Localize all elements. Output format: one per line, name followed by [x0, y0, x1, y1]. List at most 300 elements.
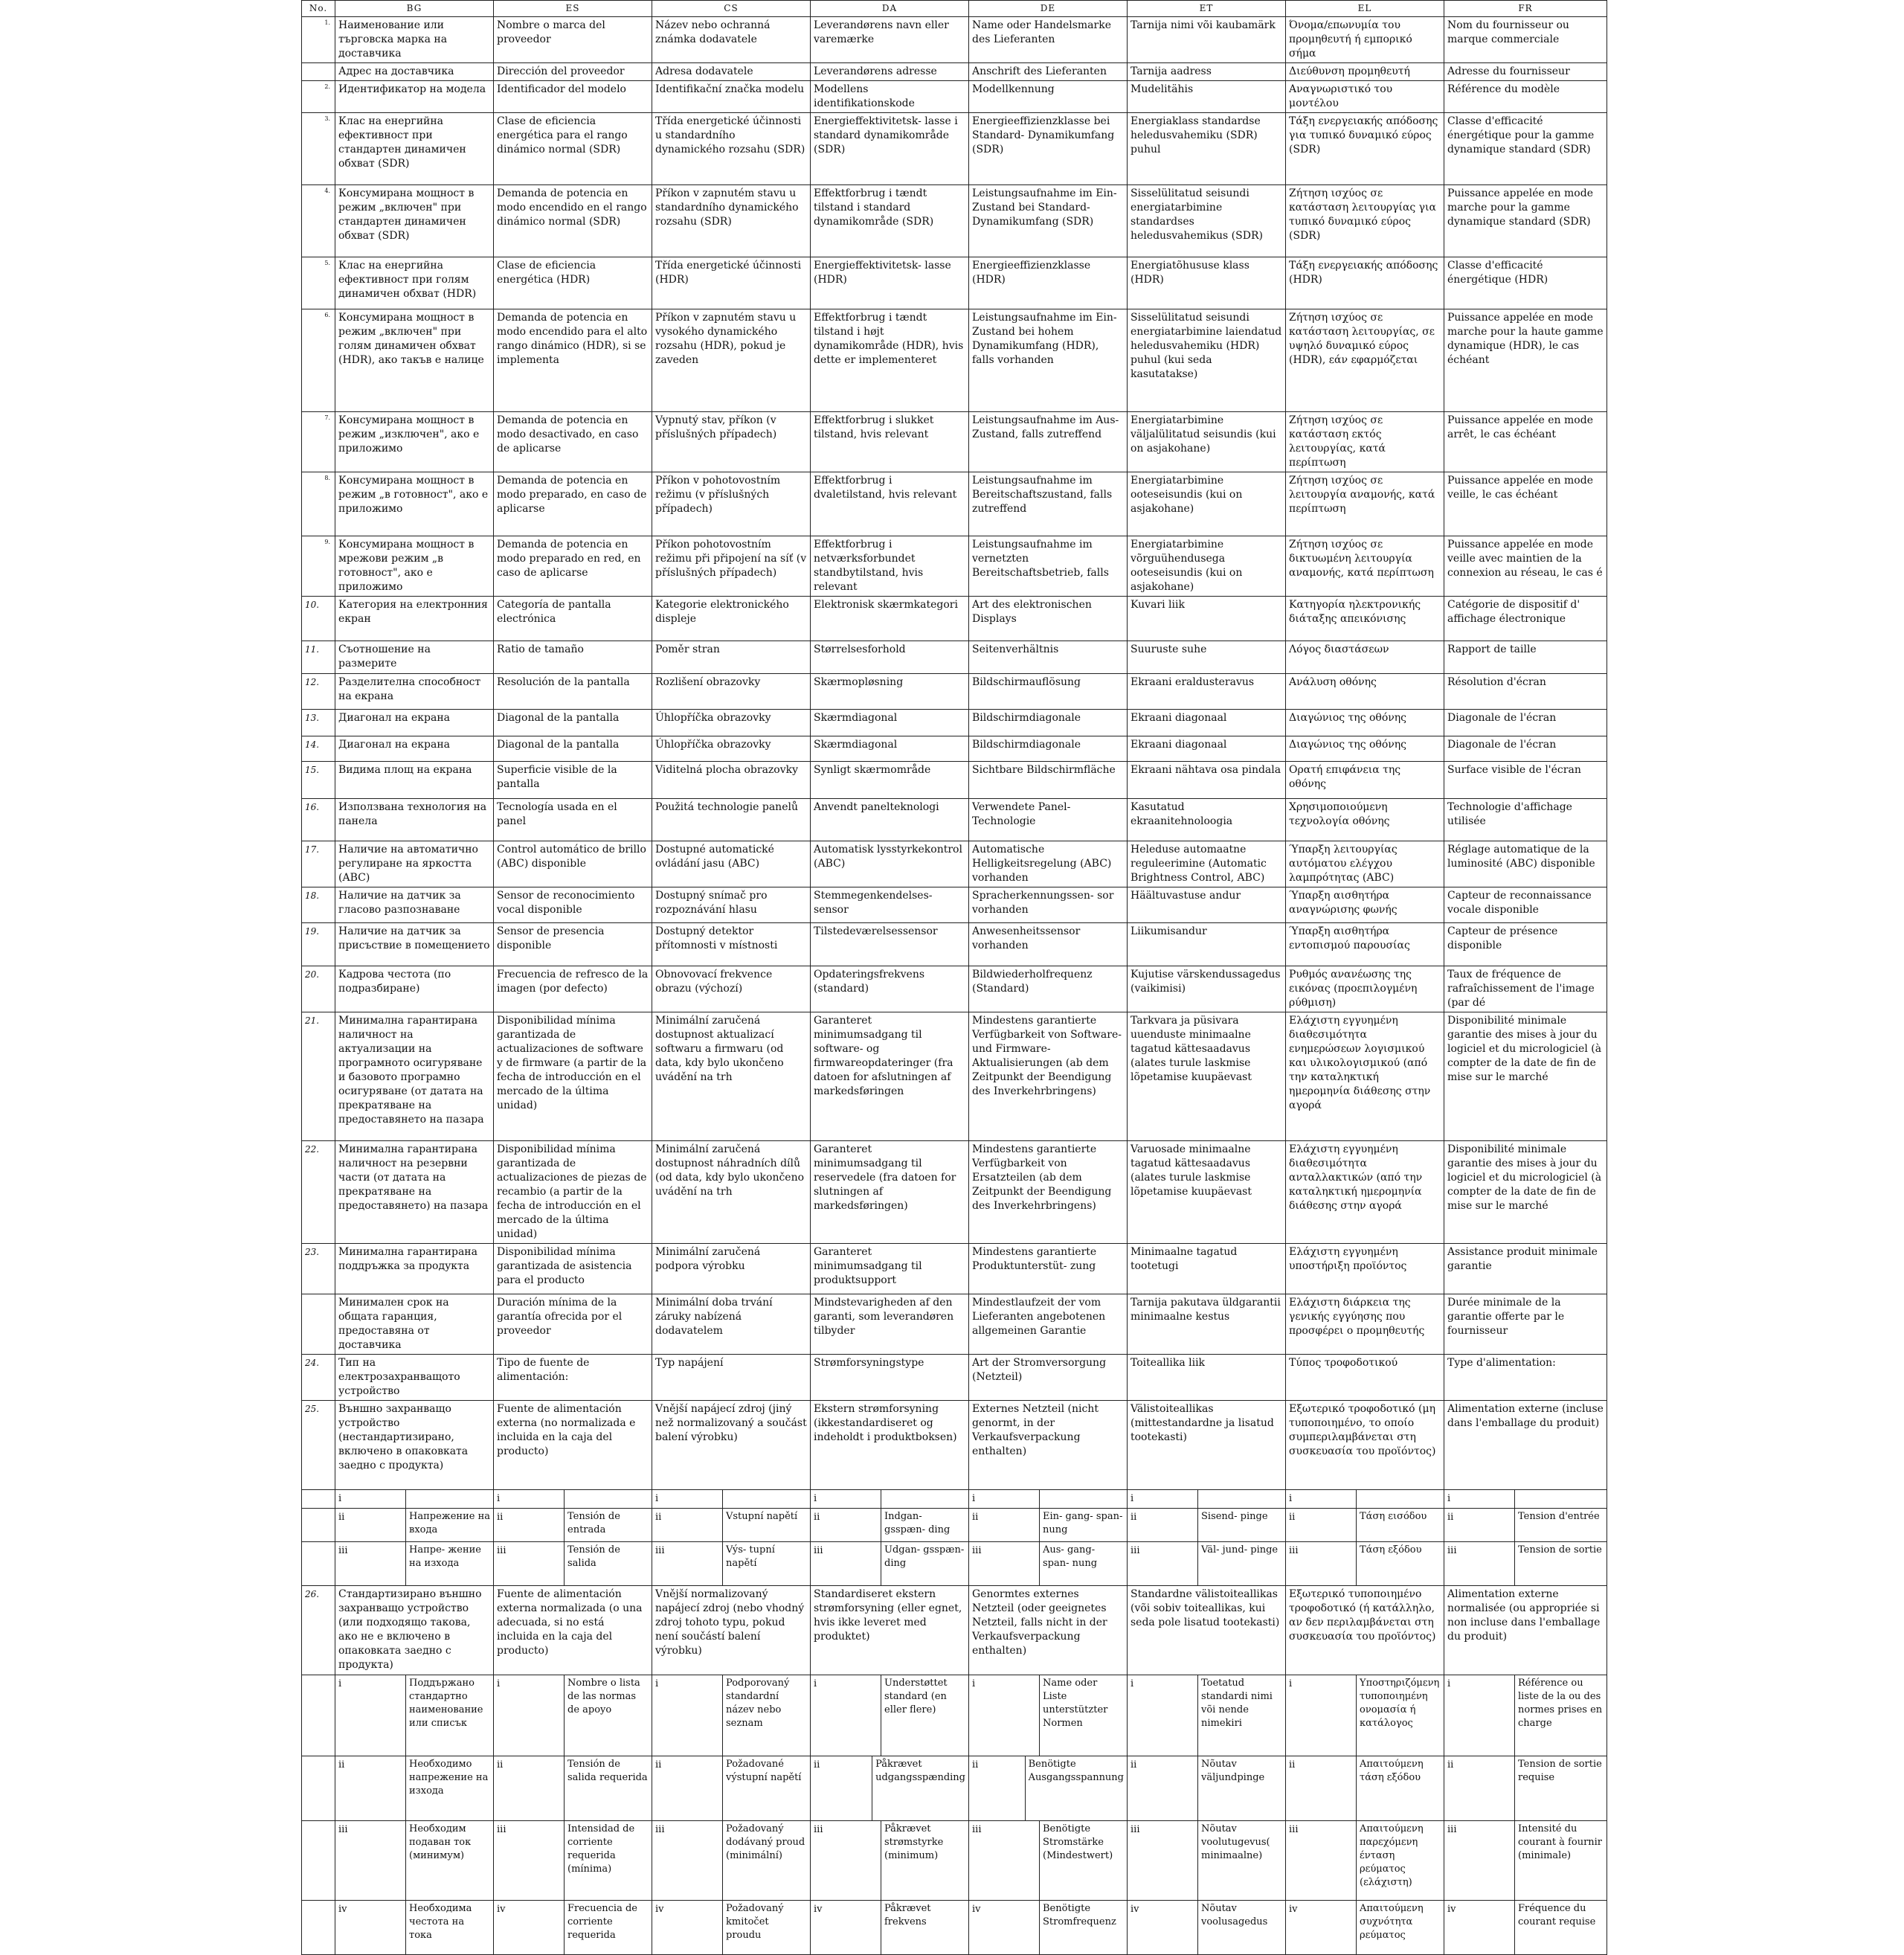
- cell-et: Mudelitähis: [1128, 81, 1286, 113]
- cell-de: Mindestens garantierte Verfügbarkeit von Ersatzteilen (ab dem Zeitpunkt der Beendigung des Inverkehrbringens): [969, 1141, 1128, 1244]
- cell-de: Art der Stromversorgung (Netzteil): [969, 1355, 1128, 1401]
- cell-bg: Клас на енергийна ефективност при стандартен динамичен обхват (SDR): [335, 113, 494, 185]
- sub-label: Toetatud standardi nimi või nende nimekiri: [1197, 1675, 1285, 1756]
- cell-de: Spracherkennungssen- sor vorhanden: [969, 887, 1128, 923]
- cell-fr: Durée minimale de la garantie offerte par le fournisseur: [1444, 1294, 1607, 1355]
- row-number: 1.: [302, 17, 335, 63]
- roman-numeral: iv: [814, 1904, 823, 1915]
- row-number: [302, 1294, 335, 1355]
- cell-fr: Taux de fréquence de rafraîchissement de l'image (par dé: [1444, 966, 1607, 1012]
- cell-de: Genormtes externes Netzteil (oder geeignetes Netzteil, falls nicht in der Verkaufsverpackung enthalten): [969, 1586, 1128, 1675]
- cell-cs: Dostupný detektor přítomnosti v místnosti: [652, 923, 811, 966]
- cell-de: Bildschirmdiagonale: [969, 736, 1128, 762]
- sub-row: [302, 1490, 1607, 1509]
- subcell-el: [1286, 1675, 1444, 1756]
- cell-et: Minimaalne tagatud tootetugi: [1128, 1244, 1286, 1294]
- subcell-cs: [652, 1821, 811, 1901]
- roman-numeral: ii: [655, 1759, 662, 1771]
- cell-et: Heleduse automaatne reguleerimine (Automatic Brightness Control, ABC): [1128, 841, 1286, 887]
- roman-numeral: i: [814, 1493, 817, 1504]
- cell-de: Energieeffizienzklasse bei Standard- Dynamikumfang (SDR): [969, 113, 1128, 185]
- cell-el: Ορατή επιφάνεια της οθόνης: [1286, 762, 1444, 799]
- cell-el: Ελάχιστη εγγυημένη υποστήριξη προϊόντος: [1286, 1244, 1444, 1294]
- subcell-fr: [1444, 1675, 1607, 1756]
- cell-fr: Puissance appelée en mode veille avec maintien de la connexion au réseau, le cas é: [1444, 536, 1607, 597]
- row-number: 21.: [302, 1012, 335, 1141]
- cell-et: Ekraani diagonaal: [1128, 736, 1286, 762]
- row-number: 6.: [302, 309, 335, 412]
- cell-da: Anvendt panelteknologi: [811, 799, 969, 841]
- table-row: [302, 966, 1607, 1012]
- cell-fr: Capteur de présence disponible: [1444, 923, 1607, 966]
- cell-el: Τύπος τροφοδοτικού: [1286, 1355, 1444, 1401]
- cell-el: Ύπαρξη αισθητήρα αναγνώρισης φωνής: [1286, 887, 1444, 923]
- row-number: 2.: [302, 81, 335, 113]
- sub-label: [1514, 1490, 1606, 1508]
- cell-bg: Консумирана мощност в режим „в готовност", ако е приложимо: [335, 472, 494, 536]
- header-lang-de: DE: [969, 1, 1128, 17]
- cell-et: Sisselülitatud seisundi energiatarbimine laiendatud heledusvahemiku (HDR) puhul (kui seda kasutatakse): [1128, 309, 1286, 412]
- row-number-empty: [302, 1490, 335, 1509]
- row-number: 16.: [302, 799, 335, 841]
- cell-es: Tecnología usada en el panel: [494, 799, 652, 841]
- cell-fr: Puissance appelée en mode marche pour la haute gamme dynamique (HDR), le cas échéant: [1444, 309, 1607, 412]
- cell-et: Energiatarbimine väljalülitatud seisundis (kui on asjakohane): [1128, 412, 1286, 472]
- subcell-de: [969, 1756, 1128, 1821]
- roman-numeral: iii: [1130, 1824, 1140, 1835]
- subcell-de: [969, 1821, 1128, 1901]
- cell-et: Häältuvastuse andur: [1128, 887, 1286, 923]
- sub-row: [302, 1675, 1607, 1756]
- cell-es: Resolución de la pantalla: [494, 674, 652, 710]
- header-lang-cs: CS: [652, 1, 811, 17]
- sub-label: Požadovaný kmitočet proudu: [722, 1901, 810, 1954]
- sub-label: Απαιτούμενη συχνότητα ρεύματος: [1356, 1901, 1444, 1954]
- cell-bg: Консумирана мощност в режим „включен" при голям динамичен обхват (HDR), ако такъв е налице: [335, 309, 494, 412]
- cell-bg: Минимална гарантирана наличност на актуализации на програмното осигуряване и базовото програмно осигуряване (от датата на прекратяване на предоставянето на пазара: [335, 1012, 494, 1141]
- cell-el: Κατηγορία ηλεκτρονικής διάταξης απεικόνισης: [1286, 597, 1444, 641]
- cell-da: Effektforbrug i tændt tilstand i standard dynamikområde (SDR): [811, 185, 969, 257]
- cell-el: Ζήτηση ισχύος σε κατάσταση εκτός λειτουργίας, κατά περίπτωση: [1286, 412, 1444, 472]
- sub-label: Vstupní napětí: [722, 1509, 810, 1541]
- cell-et: Energiatõhususe klass (HDR): [1128, 257, 1286, 309]
- cell-cs: Vnější normalizovaný napájecí zdroj (nebo vhodný zdroj tohoto typu, pokud není součástí balení výrobku): [652, 1586, 811, 1675]
- cell-et: Toiteallika liik: [1128, 1355, 1286, 1401]
- cell-cs: Rozlišení obrazovky: [652, 674, 811, 710]
- sub-label: Ein- gang- span- nung: [1039, 1509, 1127, 1541]
- subcell-es: [494, 1542, 652, 1586]
- subcell-es: [494, 1756, 652, 1821]
- cell-de: Mindestlaufzeit der vom Lieferanten angebotenen allgemeinen Garantie: [969, 1294, 1128, 1355]
- cell-cs: Třída energetické účinnosti u standardního dynamického rozsahu (SDR): [652, 113, 811, 185]
- row-number: 22.: [302, 1141, 335, 1244]
- roman-numeral: i: [655, 1678, 659, 1689]
- cell-bg: Консумирана мощност в режим „изключен", ако е приложимо: [335, 412, 494, 472]
- cell-et: Energiatarbimine võrguühendusega ooteseisundis (kui on asjakohane): [1128, 536, 1286, 597]
- cell-cs: Úhlopříčka obrazovky: [652, 736, 811, 762]
- sub-row: [302, 1509, 1607, 1542]
- sub-label: Απαιτούμενη παρεχόμενη ένταση ρεύματος (ελάχιστη): [1356, 1821, 1444, 1900]
- roman-numeral: ii: [1130, 1759, 1137, 1771]
- sub-label: [1039, 1490, 1127, 1508]
- cell-da: Størrelsesforhold: [811, 641, 969, 674]
- subcell-da: [811, 1490, 969, 1509]
- row-number-empty: [302, 1756, 335, 1821]
- header-lang-da: DA: [811, 1, 969, 17]
- cell-fr: Disponibilité minimale garantie des mises à jour du logiciel et du micrologiciel (à compter de la date de fin de mise sur le marché: [1444, 1141, 1607, 1244]
- sub-label: Podporovaný standardní název nebo seznam: [722, 1675, 810, 1756]
- table-row: [302, 472, 1607, 536]
- row-number: 10.: [302, 597, 335, 641]
- cell-el: Τάξη ενεργειακής απόδοσης για τυπικό δυναμικό εύρος (SDR): [1286, 113, 1444, 185]
- roman-numeral: i: [1447, 1678, 1451, 1689]
- header-lang-et: ET: [1128, 1, 1286, 17]
- cell-de: Name oder Handelsmarke des Lieferanten: [969, 17, 1128, 63]
- table-row: [302, 1401, 1607, 1490]
- sub-label: Необходим подаван ток (минимум): [405, 1821, 493, 1900]
- cell-es: Diagonal de la pantalla: [494, 736, 652, 762]
- sub-label: Benötigte Ausgangsspannung: [1025, 1756, 1127, 1820]
- row-number: 25.: [302, 1401, 335, 1490]
- subcell-bg: [335, 1509, 494, 1542]
- header-lang-el: EL: [1286, 1, 1444, 17]
- sub-label: Необходимо напрежение на изхода: [405, 1756, 493, 1820]
- cell-de: Verwendete Panel-Technologie: [969, 799, 1128, 841]
- subcell-da: [811, 1675, 969, 1756]
- subcell-el: [1286, 1490, 1444, 1509]
- sub-label: Požadované výstupní napětí: [722, 1756, 810, 1820]
- subcell-de: [969, 1675, 1128, 1756]
- sub-label: Intensité du courant à fournir (minimale): [1514, 1821, 1606, 1900]
- subcell-cs: [652, 1509, 811, 1542]
- roman-numeral: iii: [972, 1545, 982, 1556]
- roman-numeral: iii: [1447, 1824, 1457, 1835]
- sub-label: Understøttet standard (en eller flere): [881, 1675, 968, 1756]
- cell-es: Ratio de tamaño: [494, 641, 652, 674]
- cell-da: Garanteret minimumsadgang til reservedele (fra datoen for slutningen af markedsføringen): [811, 1141, 969, 1244]
- table-row: [302, 597, 1607, 641]
- cell-da: Modellens identifikationskode: [811, 81, 969, 113]
- cell-de: Energieeffizienzklasse (HDR): [969, 257, 1128, 309]
- table-row: [302, 1141, 1607, 1244]
- roman-numeral: iii: [338, 1545, 348, 1556]
- cell-et: Varuosade minimaalne tagatud kättesaadavus (alates turule laskmise lõpetamise kuupäevast: [1128, 1141, 1286, 1244]
- roman-numeral: iii: [338, 1824, 348, 1835]
- sub-label: Τάση εξόδου: [1356, 1542, 1444, 1585]
- cell-cs: Identifikační značka modelu: [652, 81, 811, 113]
- roman-numeral: i: [655, 1493, 659, 1504]
- cell-bg: Кадрова честота (по подразбиране): [335, 966, 494, 1012]
- cell-fr: Diagonale de l'écran: [1444, 710, 1607, 736]
- cell-da: Effektforbrug i netværksforbundet standbytilstand, hvis relevant: [811, 536, 969, 597]
- roman-numeral: ii: [1289, 1759, 1296, 1771]
- cell-bg: Минимална гарантирана наличност на резервни части (от датата на прекратяване на предоставянето) на пазара: [335, 1141, 494, 1244]
- cell-de: Art des elektronischen Displays: [969, 597, 1128, 641]
- subcell-bg: [335, 1756, 494, 1821]
- cell-bg: Консумирана мощност в режим „включен" при стандартен динамичен обхват (SDR): [335, 185, 494, 257]
- cell-el: Ύπαρξη λειτουργίας αυτόματου ελέγχου λαμπρότητας (ABC): [1286, 841, 1444, 887]
- sub-label: [405, 1490, 493, 1508]
- sub-label: Intensidad de corriente requerida (mínima): [564, 1821, 652, 1900]
- cell-de: Seitenverhältnis: [969, 641, 1128, 674]
- sub-label: Tensión de salida: [564, 1542, 652, 1585]
- row-number: 4.: [302, 185, 335, 257]
- row-number: [302, 63, 335, 81]
- subcell-fr: [1444, 1821, 1607, 1901]
- roman-numeral: ii: [655, 1512, 662, 1523]
- roman-numeral: iv: [655, 1904, 664, 1915]
- cell-el: Διαγώνιος της οθόνης: [1286, 736, 1444, 762]
- table-row: [302, 674, 1607, 710]
- table-row: [302, 799, 1607, 841]
- sub-label: Påkrævet udgangsspænding: [872, 1756, 968, 1820]
- cell-fr: Disponibilité minimale garantie des mises à jour du logiciel et du micrologiciel (à compter de la date de fin de mise sur le marché: [1444, 1012, 1607, 1141]
- table-row: [302, 1355, 1607, 1401]
- cell-cs: Název nebo ochranná známka dodavatele: [652, 17, 811, 63]
- subcell-es: [494, 1490, 652, 1509]
- cell-da: Elektronisk skærmkategori: [811, 597, 969, 641]
- cell-cs: Příkon v zapnutém stavu u standardního dynamického rozsahu (SDR): [652, 185, 811, 257]
- cell-el: Ελάχιστη εγγυημένη διαθεσιμότητα ανταλλακτικών (από την καταληκτική ημερομηνία διάθεσης στην αγορά: [1286, 1141, 1444, 1244]
- cell-de: Bildwiederholfrequenz (Standard): [969, 966, 1128, 1012]
- cell-fr: Alimentation externe normalisée (ou appropriée si non incluse dans l'emballage du produit): [1444, 1586, 1607, 1675]
- subcell-de: [969, 1490, 1128, 1509]
- roman-numeral: iii: [655, 1824, 665, 1835]
- sub-label: Tensión de entrada: [564, 1509, 652, 1541]
- cell-et: Ekraani nähtava osa pindala: [1128, 762, 1286, 799]
- roman-numeral: i: [814, 1678, 817, 1689]
- sub-label: Sisend- pinge: [1197, 1509, 1285, 1541]
- row-number: 17.: [302, 841, 335, 887]
- header-lang-fr: FR: [1444, 1, 1607, 17]
- cell-de: Sichtbare Bildschirmfläche: [969, 762, 1128, 799]
- subcell-da: [811, 1756, 969, 1821]
- roman-numeral: iv: [972, 1904, 981, 1915]
- subcell-da: [811, 1509, 969, 1542]
- cell-da: Opdateringsfrekvens (standard): [811, 966, 969, 1012]
- cell-es: Fuente de alimentación externa normalizada (o una adecuada, si no está incluida en la caja del producto): [494, 1586, 652, 1675]
- cell-et: Välistoiteallikas (mittestandardne ja lisatud tootekasti): [1128, 1401, 1286, 1490]
- subcell-fr: [1444, 1901, 1607, 1955]
- sub-label: Påkrævet strømstyrke (minimum): [881, 1821, 968, 1900]
- cell-es: Fuente de alimentación externa (no normalizada e incluida en la caja del producto): [494, 1401, 652, 1490]
- roman-numeral: iii: [814, 1545, 823, 1556]
- cell-el: Όνομα/επωνυμία του προμηθευτή ή εμπορικό σήμα: [1286, 17, 1444, 63]
- cell-de: Anwesenheitssensor vorhanden: [969, 923, 1128, 966]
- sub-label: Напрежение на входа: [405, 1509, 493, 1541]
- subcell-bg: [335, 1675, 494, 1756]
- cell-cs: Poměr stran: [652, 641, 811, 674]
- cell-bg: Диагонал на екрана: [335, 736, 494, 762]
- sub-label: Напре- жение на изхода: [405, 1542, 493, 1585]
- subcell-es: [494, 1901, 652, 1955]
- table-row: [302, 81, 1607, 113]
- subcell-et: [1128, 1675, 1286, 1756]
- cell-cs: Vypnutý stav, příkon (v příslušných případech): [652, 412, 811, 472]
- cell-el: Ζήτηση ισχύος σε κατάσταση λειτουργίας, σε υψηλό δυναμικό εύρος (HDR), εάν εφαρμόζεται: [1286, 309, 1444, 412]
- row-number: 26.: [302, 1586, 335, 1675]
- cell-da: Skærmdiagonal: [811, 736, 969, 762]
- sub-label: Påkrævet frekvens: [881, 1901, 968, 1954]
- cell-da: Energieffektivitetsk- lasse i standard dynamikområde (SDR): [811, 113, 969, 185]
- sub-label: [881, 1490, 968, 1508]
- cell-el: Ρυθμός ανανέωσης της εικόνας (προεπιλογμένη ρύθμιση): [1286, 966, 1444, 1012]
- cell-da: Automatisk lysstyrkekontrol (ABC): [811, 841, 969, 887]
- cell-bg: Консумирана мощност в мрежови режим „в готовност", ако е приложимо: [335, 536, 494, 597]
- roman-numeral: iii: [497, 1824, 506, 1835]
- cell-da: Skærmdiagonal: [811, 710, 969, 736]
- cell-el: Ζήτηση ισχύος σε δικτυωμένη λειτουργία αναμονής, κατά περίπτωση: [1286, 536, 1444, 597]
- cell-cs: Třída energetické účinnosti (HDR): [652, 257, 811, 309]
- header-number: No.: [302, 1, 335, 17]
- subcell-et: [1128, 1756, 1286, 1821]
- cell-fr: Surface visible de l'écran: [1444, 762, 1607, 799]
- table-row: [302, 17, 1607, 63]
- sub-label: [1356, 1490, 1444, 1508]
- multilingual-product-information-table: [301, 0, 1607, 1955]
- row-number: 19.: [302, 923, 335, 966]
- cell-fr: Diagonale de l'écran: [1444, 736, 1607, 762]
- cell-cs: Použitá technologie panelů: [652, 799, 811, 841]
- table-row: [302, 536, 1607, 597]
- cell-el: Ζήτηση ισχύος σε κατάσταση λειτουργίας για τυπικό δυναμικό εύρος (SDR): [1286, 185, 1444, 257]
- subcell-el: [1286, 1509, 1444, 1542]
- cell-bg: Клас на енергийна ефективност при голям динамичен обхват (HDR): [335, 257, 494, 309]
- roman-numeral: iv: [497, 1904, 506, 1915]
- cell-bg: Наименование или търговска марка на доставчика: [335, 17, 494, 63]
- roman-numeral: ii: [338, 1512, 345, 1523]
- sub-label: Необходима честота на тока: [405, 1901, 493, 1954]
- row-number-empty: [302, 1675, 335, 1756]
- table-row: [302, 923, 1607, 966]
- sub-label: Απαιτούμενη τάση εξόδου: [1356, 1756, 1444, 1820]
- cell-da: Effektforbrug i slukket tilstand, hvis relevant: [811, 412, 969, 472]
- cell-et: Ekraani diagonaal: [1128, 710, 1286, 736]
- subcell-el: [1286, 1901, 1444, 1955]
- roman-numeral: iii: [1130, 1545, 1140, 1556]
- cell-cs: Viditelná plocha obrazovky: [652, 762, 811, 799]
- table-row: [302, 710, 1607, 736]
- cell-es: Identificador del modelo: [494, 81, 652, 113]
- cell-el: Αναγνωριστικό του μοντέλου: [1286, 81, 1444, 113]
- cell-es: Sensor de reconocimiento vocal disponible: [494, 887, 652, 923]
- cell-bg: Минимална гарантирана поддръжка за продукта: [335, 1244, 494, 1294]
- table-row: [302, 1012, 1607, 1141]
- roman-numeral: iii: [1289, 1545, 1299, 1556]
- subcell-fr: [1444, 1509, 1607, 1542]
- roman-numeral: i: [1289, 1678, 1293, 1689]
- sub-label: Aus- gang- span- nung: [1039, 1542, 1127, 1585]
- sub-label: Frecuencia de corriente requerida: [564, 1901, 652, 1954]
- roman-numeral: i: [338, 1678, 342, 1689]
- cell-es: Frecuencia de refresco de la imagen (por defecto): [494, 966, 652, 1012]
- row-number: 14.: [302, 736, 335, 762]
- cell-el: Τάξη ενεργειακής απόδοσης (HDR): [1286, 257, 1444, 309]
- cell-cs: Obnovovací frekvence obrazu (výchozí): [652, 966, 811, 1012]
- cell-bg: Наличие на датчик за присъствие в помещението: [335, 923, 494, 966]
- row-number-empty: [302, 1509, 335, 1542]
- table-row: [302, 309, 1607, 412]
- cell-es: Demanda de potencia en modo encendido en el rango dinámico normal (SDR): [494, 185, 652, 257]
- cell-es: Diagonal de la pantalla: [494, 710, 652, 736]
- subcell-es: [494, 1509, 652, 1542]
- table-row: [302, 113, 1607, 185]
- table-row: [302, 63, 1607, 81]
- subcell-bg: [335, 1901, 494, 1955]
- cell-fr: Catégorie de dispositif d' affichage électronique: [1444, 597, 1607, 641]
- roman-numeral: ii: [972, 1512, 979, 1523]
- cell-es: Nombre o marca del proveedor: [494, 17, 652, 63]
- cell-et: Liikumisandur: [1128, 923, 1286, 966]
- cell-es: Disponibilidad mínima garantizada de actualizaciones de software y de firmware (a partir de la fecha de introducción en el mercado de la última unidad): [494, 1012, 652, 1141]
- subcell-fr: [1444, 1756, 1607, 1821]
- row-number: 11.: [302, 641, 335, 674]
- row-number: 18.: [302, 887, 335, 923]
- cell-da: Leverandørens navn eller varemærke: [811, 17, 969, 63]
- sub-row: [302, 1821, 1607, 1901]
- sub-label: Výs- tupní napětí: [722, 1542, 810, 1585]
- table-row: [302, 185, 1607, 257]
- cell-et: Kasutatud ekraanitehnoloogia: [1128, 799, 1286, 841]
- roman-numeral: ii: [814, 1512, 820, 1523]
- cell-bg: Минимален срок на общата гаранция, предоставяна от доставчика: [335, 1294, 494, 1355]
- table-row: [302, 641, 1607, 674]
- cell-et: Ekraani eraldusteravus: [1128, 674, 1286, 710]
- cell-et: Tarnija pakutava üldgarantii minimaalne kestus: [1128, 1294, 1286, 1355]
- cell-fr: Technologie d'affichage utilisée: [1444, 799, 1607, 841]
- roman-numeral: i: [1447, 1493, 1451, 1504]
- cell-bg: Използвана технология на панела: [335, 799, 494, 841]
- cell-da: Strømforsyningstype: [811, 1355, 969, 1401]
- row-number-empty: [302, 1821, 335, 1901]
- cell-es: Demanda de potencia en modo preparado, en caso de aplicarse: [494, 472, 652, 536]
- roman-numeral: i: [1130, 1678, 1134, 1689]
- subcell-es: [494, 1675, 652, 1756]
- subcell-el: [1286, 1821, 1444, 1901]
- cell-da: Effektforbrug i tændt tilstand i højt dynamikområde (HDR), hvis dette er implementeret: [811, 309, 969, 412]
- cell-cs: Typ napájení: [652, 1355, 811, 1401]
- row-number: 24.: [302, 1355, 335, 1401]
- row-number: 23.: [302, 1244, 335, 1294]
- roman-numeral: i: [1130, 1493, 1134, 1504]
- cell-cs: Příkon v pohotovostním režimu (v příslušných případech): [652, 472, 811, 536]
- cell-bg: Категория на електронния екран: [335, 597, 494, 641]
- row-number: 3.: [302, 113, 335, 185]
- sub-label: Tensión de salida requerida: [564, 1756, 652, 1820]
- roman-numeral: iv: [1289, 1904, 1298, 1915]
- cell-fr: Assistance produit minimale garantie: [1444, 1244, 1607, 1294]
- roman-numeral: ii: [338, 1759, 345, 1771]
- subcell-bg: [335, 1490, 494, 1509]
- cell-bg: Адрес на доставчика: [335, 63, 494, 81]
- cell-el: Διεύθυνση προμηθευτή: [1286, 63, 1444, 81]
- subcell-fr: [1444, 1490, 1607, 1509]
- cell-cs: Vnější napájecí zdroj (jiný než normalizovaný a součást balení výrobku): [652, 1401, 811, 1490]
- cell-es: Control automático de brillo (ABC) disponible: [494, 841, 652, 887]
- roman-numeral: iv: [1130, 1904, 1139, 1915]
- table-row: [302, 1294, 1607, 1355]
- subcell-et: [1128, 1542, 1286, 1586]
- cell-de: Leistungsaufnahme im Aus-Zustand, falls zutreffend: [969, 412, 1128, 472]
- cell-fr: Référence du modèle: [1444, 81, 1607, 113]
- cell-da: Effektforbrug i dvaletilstand, hvis relevant: [811, 472, 969, 536]
- cell-cs: Minimální zaručená dostupnost aktualizací softwaru a firmwaru (od data, kdy bylo ukončeno uvádění na trh: [652, 1012, 811, 1141]
- cell-da: Ekstern strømforsyning (ikkestandardiseret og indeholdt i produktboksen): [811, 1401, 969, 1490]
- cell-el: Ανάλυση οθόνης: [1286, 674, 1444, 710]
- cell-fr: Alimentation externe (incluse dans l'emballage du produit): [1444, 1401, 1607, 1490]
- roman-numeral: iii: [1289, 1824, 1299, 1835]
- subcell-et: [1128, 1509, 1286, 1542]
